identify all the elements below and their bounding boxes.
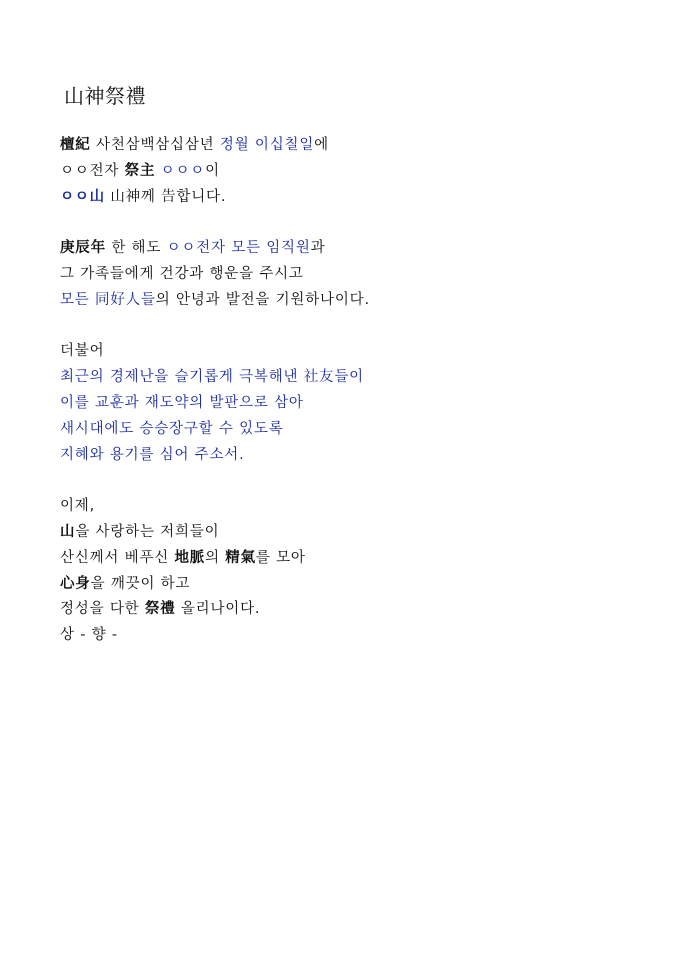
text-segment: 한 해도 xyxy=(105,240,167,257)
text-segment: 精氣 xyxy=(225,549,256,566)
text-segment: 올리나이다. xyxy=(175,601,261,618)
document-title: 山神祭禮 xyxy=(64,84,146,108)
text-segment: 정성을 다한 xyxy=(60,601,145,618)
stanza2-line2 xyxy=(60,262,640,288)
text-segment: 의 안녕과 발전을 기원하나이다. xyxy=(155,291,370,308)
text-segment: 의 xyxy=(205,549,226,566)
stanza4-line4 xyxy=(60,572,640,598)
highlighted-company: ㅇㅇ전자 모든 임직원 xyxy=(166,240,311,257)
stanza-spacer xyxy=(60,468,640,494)
text-segment: 山神께 告합니다. xyxy=(104,188,227,205)
text-segment: 산신께서 베푸신 xyxy=(60,549,175,566)
ritual-text-body xyxy=(60,133,640,649)
text-segment: 이를 교훈과 재도약의 발판으로 삼아 xyxy=(60,394,304,411)
stanza3-line5 xyxy=(60,443,640,469)
stanza3-line4 xyxy=(60,417,640,443)
text-segment: ㅇㅇ전자 xyxy=(60,162,125,179)
text-segment: 최근의 경제난을 슬기롭게 극복해낸 社友들이 xyxy=(60,369,364,386)
text-segment: 祭主 xyxy=(124,162,156,179)
highlighted-date: 정월 이십칠일 xyxy=(219,137,315,153)
text-segment: 에 xyxy=(314,137,329,153)
highlighted-mountain: ㅇㅇ山 xyxy=(60,188,105,205)
stanza2-line1 xyxy=(60,236,640,262)
stanza-spacer xyxy=(60,314,640,340)
text-segment: 을 깨끗이 하고 xyxy=(90,575,191,592)
highlighted-members: 모든 同好人들 xyxy=(60,291,156,308)
stanza4-line2 xyxy=(60,520,640,546)
text-segment: 를 모아 xyxy=(255,549,306,566)
highlighted-name: ㅇㅇㅇ xyxy=(155,162,206,179)
text-segment: 더불어 xyxy=(60,343,105,360)
text-segment: 山 xyxy=(60,523,76,540)
stanza1-line3 xyxy=(60,185,640,211)
stanza-spacer xyxy=(60,210,640,236)
stanza4-line5 xyxy=(60,597,640,623)
stanza3-line2 xyxy=(60,365,640,391)
stanza4-line3 xyxy=(60,546,640,572)
stanza3-line3 xyxy=(60,391,640,417)
text-segment: 地脈 xyxy=(174,549,206,566)
stanza1-line2 xyxy=(60,159,640,185)
text-segment: 새시대에도 승승장구할 수 있도록 xyxy=(60,420,284,437)
text-segment: 檀紀 xyxy=(60,137,91,153)
text-segment: 사천삼백삼십삼년 xyxy=(90,137,220,153)
text-segment: 그 가족들에게 건강과 행운을 주시고 xyxy=(60,265,304,282)
text-segment: 상 - 향 - xyxy=(60,627,118,644)
text-segment: 지혜와 용기를 심어 주소서. xyxy=(60,446,245,463)
stanza2-line3 xyxy=(60,288,640,314)
text-segment: 을 사랑하는 저희들이 xyxy=(75,523,220,540)
stanza4-line6 xyxy=(60,623,640,649)
text-segment: 이제, xyxy=(60,498,96,515)
text-segment: 과 xyxy=(310,240,326,257)
stanza1-line1 xyxy=(60,133,640,159)
text-segment: 祭禮 xyxy=(144,601,176,618)
stanza3-line1 xyxy=(60,339,640,365)
stanza4-line1 xyxy=(60,494,640,520)
text-segment: 이 xyxy=(205,162,220,179)
text-segment: 庚辰年 xyxy=(60,240,106,257)
text-segment: 心身 xyxy=(60,575,91,592)
